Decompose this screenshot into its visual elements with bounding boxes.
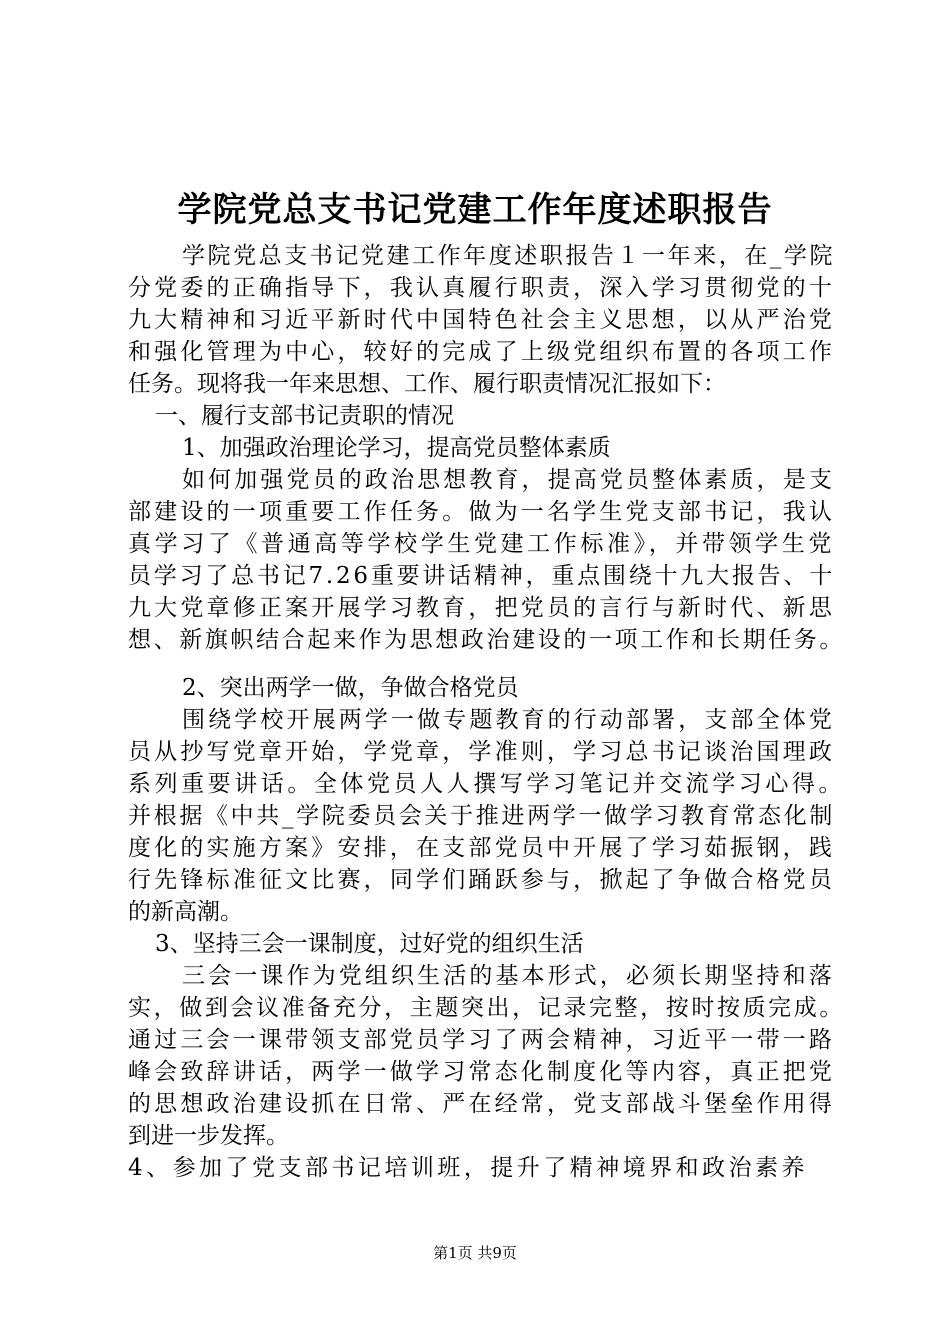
page-footer: 第1页 共9页 bbox=[433, 1244, 517, 1262]
line-text: 三会一课作为党组织生活的基本形式，必须长期坚持和落 bbox=[182, 963, 835, 989]
line-text: 系列重要讲话。全体党员人人撰写学习笔记并交流学习心得。 bbox=[128, 771, 845, 797]
line-text: 3、坚持三会一课制度，过好党的组织生活 bbox=[155, 931, 584, 957]
line-text: 的思想政治建设抓在日常、严在经常，党支部战斗堡垒作用得 bbox=[128, 1091, 835, 1117]
line-text: 想、新旗帜结合起来作为思想政治建设的一项工作和长期任务。 bbox=[128, 627, 845, 653]
line-text: 九大精神和习近平新时代中国特色社会主义思想，以从严治党 bbox=[128, 307, 835, 333]
line-text: 的新高潮。 bbox=[128, 899, 243, 925]
line-text: 九大党章修正案开展学习教育，把党员的言行与新时代、新思 bbox=[128, 595, 835, 621]
line-text: 一、履行支部书记责职的情况 bbox=[155, 403, 454, 429]
line-text: 员从抄写党章开始，学党章，学准则，学习总书记谈治国理政 bbox=[128, 739, 835, 765]
line-text: 真学习了《普通高等学校学生党建工作标准》，并带领学生党 bbox=[128, 531, 835, 557]
line-text: 分党委的正确指导下，我认真履行职责，深入学习贯彻党的十 bbox=[128, 275, 835, 301]
line-text: 2、突出两学一做，争做合格党员 bbox=[182, 675, 519, 701]
line-text: 并根据《中共_学院委员会关于推进两学一做学习教育常态化制 bbox=[128, 803, 835, 829]
line-text: 到进一步发挥。 bbox=[128, 1123, 289, 1149]
line-text: 如何加强党员的政治思想教育，提高党员整体素质，是支 bbox=[182, 467, 835, 493]
line-text: 任务。现将我一年来思想、工作、履行职责情况汇报如下： bbox=[128, 371, 726, 397]
line-text: 峰会致辞讲话，两学一做学习常态化制度化等内容，真正把党 bbox=[128, 1059, 835, 1085]
line-text: 度化的实施方案》安排，在支部党员中开展了学习茹振钢，践 bbox=[128, 835, 835, 861]
line-text: 1、加强政治理论学习，提高党员整体素质 bbox=[182, 435, 611, 461]
line-text: 员学习了总书记7.26重要讲话精神，重点围绕十九大报告、十 bbox=[128, 563, 835, 589]
line-text: 学院党总支书记党建工作年度述职报告１一年来，在_学院 bbox=[182, 243, 835, 269]
line-text: 部建设的一项重要工作任务。做为一名学生党支部书记，我认 bbox=[128, 499, 835, 525]
line-text: 4、参加了党支部书记培训班，提升了精神境界和政治素养 bbox=[128, 1155, 808, 1181]
line-text: 实，做到会议准备充分，主题突出，记录完整，按时按质完成。 bbox=[128, 995, 845, 1021]
line-text: 行先锋标准征文比赛，同学们踊跃参与，掀起了争做合格党员 bbox=[128, 867, 835, 893]
line-text: 通过三会一课带领支部党员学习了两会精神，习近平一带一路 bbox=[128, 1027, 835, 1053]
line-text: 围绕学校开展两学一做专题教育的行动部署，支部全体党 bbox=[182, 707, 835, 733]
document-title: 学院党总支书记党建工作年度述职报告 bbox=[177, 190, 773, 230]
line-text: 和强化管理为中心，较好的完成了上级党组织布置的各项工作 bbox=[128, 339, 835, 365]
